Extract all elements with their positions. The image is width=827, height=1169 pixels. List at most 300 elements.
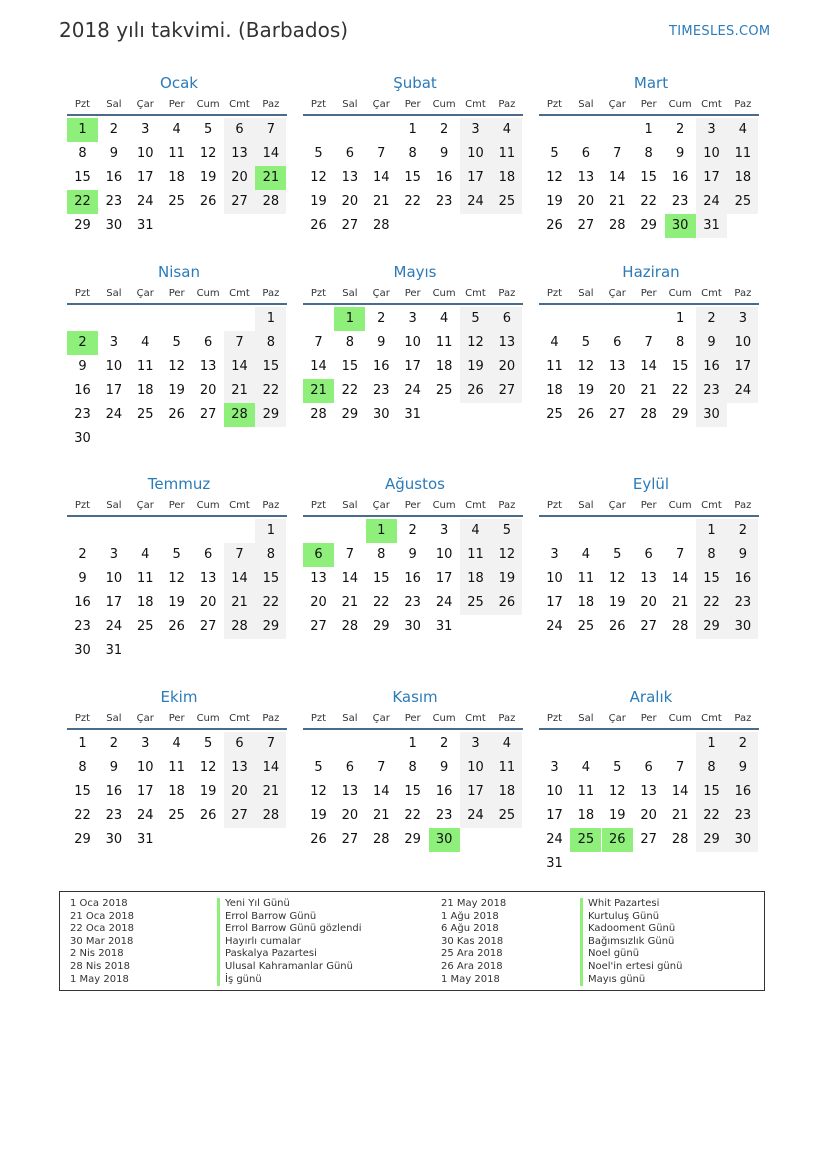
day-cell: 8 bbox=[255, 331, 286, 355]
day-cell: 25 bbox=[727, 190, 758, 214]
day-cell: 24 bbox=[727, 379, 758, 403]
weekday-header: Sal bbox=[106, 288, 122, 299]
day-cell: 4 bbox=[550, 335, 559, 350]
day-cell: 17 bbox=[460, 166, 491, 190]
day-cell: 2 bbox=[675, 122, 685, 137]
day-cell: 9 bbox=[78, 571, 87, 586]
day-cell: 14 bbox=[373, 170, 390, 185]
weekday-header: Çar bbox=[136, 500, 154, 511]
legend-date: 1 May 2018 bbox=[70, 973, 129, 985]
day-cell: 30 bbox=[105, 218, 123, 233]
day-cell: 26 bbox=[546, 218, 563, 233]
day-cell: 17 bbox=[105, 383, 123, 398]
day-cell: 6 bbox=[303, 543, 334, 567]
day-cell: 24 bbox=[546, 619, 563, 634]
weekday-header: Per bbox=[404, 713, 421, 724]
day-cell: 26 bbox=[310, 832, 327, 847]
day-cell: 21 bbox=[255, 780, 286, 804]
weekday-header: Per bbox=[404, 500, 421, 511]
weekday-header: Cmt bbox=[701, 99, 722, 110]
day-cell: 12 bbox=[168, 359, 185, 374]
day-cell: 27 bbox=[640, 619, 657, 634]
day-cell: 23 bbox=[105, 194, 123, 209]
day-cell: 9 bbox=[377, 335, 386, 350]
day-cell: 8 bbox=[408, 760, 417, 775]
day-cell: 2 bbox=[727, 519, 758, 543]
day-cell: 29 bbox=[255, 403, 286, 427]
day-cell: 11 bbox=[577, 571, 595, 586]
day-cell: 6 bbox=[491, 307, 522, 331]
day-cell: 20 bbox=[224, 166, 255, 190]
month-name: Ocak bbox=[160, 74, 198, 92]
weekday-header: Çar bbox=[372, 99, 390, 110]
weekday-header: Per bbox=[640, 99, 657, 110]
day-cell: 19 bbox=[460, 355, 491, 379]
weekday-header: Pzt bbox=[74, 288, 91, 299]
day-cell: 31 bbox=[105, 643, 123, 658]
day-cell: 9 bbox=[696, 331, 727, 355]
month-name: Şubat bbox=[393, 74, 437, 92]
day-cell: 10 bbox=[546, 571, 563, 586]
day-cell: 15 bbox=[74, 170, 91, 185]
legend-dates-col-2 bbox=[441, 898, 506, 986]
day-cell: 13 bbox=[491, 331, 522, 355]
day-cell: 1 bbox=[696, 732, 727, 756]
day-cell: 31 bbox=[404, 407, 421, 422]
day-cell: 13 bbox=[609, 359, 626, 374]
month-block bbox=[67, 686, 291, 876]
day-cell: 22 bbox=[341, 383, 359, 398]
day-cell: 15 bbox=[696, 567, 727, 591]
day-cell: 3 bbox=[460, 732, 491, 756]
day-cell: 12 bbox=[577, 359, 595, 374]
weekday-header: Pzt bbox=[310, 99, 327, 110]
day-cell: 18 bbox=[435, 359, 453, 374]
day-cell: 31 bbox=[137, 832, 154, 847]
weekday-header: Pzt bbox=[74, 500, 91, 511]
day-cell: 1 bbox=[366, 519, 397, 543]
day-cell: 18 bbox=[168, 170, 185, 185]
day-cell: 22 bbox=[255, 591, 286, 615]
header-divider bbox=[67, 728, 287, 730]
day-cell: 12 bbox=[310, 170, 327, 185]
day-cell: 26 bbox=[199, 194, 217, 209]
day-cell: 19 bbox=[168, 595, 185, 610]
month-name: Mayıs bbox=[393, 263, 437, 281]
day-cell: 27 bbox=[224, 804, 255, 828]
day-cell: 3 bbox=[141, 122, 150, 137]
day-cell: 17 bbox=[404, 359, 421, 374]
day-cell: 2 bbox=[109, 736, 119, 751]
day-cell: 18 bbox=[491, 166, 522, 190]
day-cell: 5 bbox=[581, 335, 591, 350]
legend-date: 25 Ara 2018 bbox=[441, 948, 503, 960]
day-cell: 2 bbox=[696, 307, 727, 331]
day-cell: 25 bbox=[491, 190, 522, 214]
weekday-header: Pzt bbox=[310, 500, 327, 511]
day-cell: 8 bbox=[644, 146, 653, 161]
day-cell: 1 bbox=[67, 118, 98, 142]
weekday-header: Sal bbox=[342, 500, 358, 511]
day-cell: 2 bbox=[109, 122, 119, 137]
day-cell: 13 bbox=[199, 571, 217, 586]
day-cell: 22 bbox=[74, 808, 91, 823]
day-cell: 29 bbox=[74, 832, 91, 847]
day-cell: 6 bbox=[613, 335, 622, 350]
month-block bbox=[303, 473, 527, 663]
day-cell: 3 bbox=[109, 335, 119, 350]
day-cell: 31 bbox=[546, 856, 563, 871]
day-cell: 5 bbox=[203, 122, 213, 137]
weekday-header: Cum bbox=[432, 99, 456, 110]
day-cell: 6 bbox=[224, 732, 255, 756]
day-cell: 27 bbox=[577, 218, 595, 233]
day-cell: 16 bbox=[727, 567, 758, 591]
day-cell: 20 bbox=[491, 355, 522, 379]
day-cell: 8 bbox=[675, 335, 685, 350]
header-divider bbox=[303, 728, 523, 730]
day-cell: 23 bbox=[74, 407, 91, 422]
day-cell: 24 bbox=[105, 407, 123, 422]
weekday-header: Cmt bbox=[465, 500, 486, 511]
day-cell: 20 bbox=[640, 595, 657, 610]
day-cell: 14 bbox=[310, 359, 327, 374]
weekday-header: Cum bbox=[668, 99, 692, 110]
day-cell: 6 bbox=[224, 118, 255, 142]
day-cell: 23 bbox=[696, 379, 727, 403]
day-cell: 1 bbox=[255, 307, 286, 331]
day-cell: 21 bbox=[671, 808, 689, 823]
day-cell: 28 bbox=[671, 619, 689, 634]
day-cell: 3 bbox=[408, 311, 417, 326]
day-cell: 26 bbox=[609, 619, 626, 634]
day-cell: 11 bbox=[168, 760, 185, 775]
weekday-header: Sal bbox=[106, 500, 122, 511]
weekday-header: Sal bbox=[106, 713, 122, 724]
day-cell: 31 bbox=[137, 218, 154, 233]
day-cell: 21 bbox=[255, 166, 286, 190]
day-cell: 14 bbox=[671, 784, 689, 799]
day-cell: 25 bbox=[460, 591, 491, 615]
day-cell: 25 bbox=[570, 828, 601, 852]
day-cell: 15 bbox=[341, 359, 359, 374]
day-cell: 26 bbox=[168, 407, 185, 422]
day-cell: 29 bbox=[640, 218, 657, 233]
weekday-header: Sal bbox=[578, 99, 594, 110]
weekday-header: Paz bbox=[734, 288, 752, 299]
day-cell: 16 bbox=[727, 780, 758, 804]
day-cell: 7 bbox=[675, 547, 685, 562]
day-cell: 14 bbox=[640, 359, 657, 374]
day-cell: 28 bbox=[609, 218, 626, 233]
day-cell: 28 bbox=[373, 832, 390, 847]
day-cell: 17 bbox=[696, 166, 727, 190]
day-cell: 27 bbox=[199, 619, 217, 634]
weekday-header: Cmt bbox=[701, 500, 722, 511]
weekday-header: Paz bbox=[262, 500, 280, 511]
day-cell: 6 bbox=[644, 547, 653, 562]
weekday-header: Per bbox=[168, 500, 185, 511]
day-cell: 3 bbox=[460, 118, 491, 142]
day-cell: 18 bbox=[546, 383, 563, 398]
day-cell: 25 bbox=[435, 383, 453, 398]
weekday-header: Cmt bbox=[465, 99, 486, 110]
day-cell: 8 bbox=[408, 146, 417, 161]
day-cell: 4 bbox=[172, 122, 181, 137]
day-cell: 15 bbox=[640, 170, 657, 185]
day-cell: 12 bbox=[546, 170, 563, 185]
weekday-header: Per bbox=[168, 99, 185, 110]
day-cell: 7 bbox=[644, 335, 653, 350]
legend-date: 21 May 2018 bbox=[441, 898, 507, 909]
day-cell: 22 bbox=[696, 591, 727, 615]
day-cell: 23 bbox=[373, 383, 390, 398]
month-block bbox=[67, 72, 291, 262]
weekday-header: Cum bbox=[196, 288, 220, 299]
day-cell: 22 bbox=[67, 190, 98, 214]
day-cell: 5 bbox=[203, 736, 213, 751]
legend-date: 30 Kas 2018 bbox=[441, 935, 504, 947]
day-cell: 7 bbox=[377, 760, 386, 775]
day-cell: 27 bbox=[341, 218, 359, 233]
day-cell: 23 bbox=[435, 808, 453, 823]
day-cell: 4 bbox=[141, 547, 150, 562]
day-cell: 24 bbox=[137, 194, 154, 209]
day-cell: 23 bbox=[727, 804, 758, 828]
day-cell: 24 bbox=[460, 190, 491, 214]
weekday-header: Per bbox=[404, 288, 421, 299]
weekday-header: Paz bbox=[262, 99, 280, 110]
weekday-header: Cum bbox=[196, 713, 220, 724]
day-cell: 23 bbox=[727, 591, 758, 615]
day-cell: 5 bbox=[314, 146, 323, 161]
month-block bbox=[303, 72, 527, 262]
day-cell: 30 bbox=[105, 832, 123, 847]
month-name: Temmuz bbox=[147, 475, 211, 493]
day-cell: 17 bbox=[727, 355, 758, 379]
weekday-header: Paz bbox=[498, 713, 516, 724]
day-cell: 4 bbox=[491, 118, 522, 142]
day-cell: 4 bbox=[581, 760, 591, 775]
day-cell: 11 bbox=[546, 359, 563, 374]
weekday-header: Cmt bbox=[229, 500, 250, 511]
brand-link[interactable]: TIMESLES.COM bbox=[669, 24, 771, 39]
day-cell: 29 bbox=[696, 828, 727, 852]
day-cell: 16 bbox=[105, 170, 123, 185]
weekday-header: Pzt bbox=[546, 288, 563, 299]
legend-date: 30 Mar 2018 bbox=[70, 935, 134, 947]
day-cell: 26 bbox=[460, 379, 491, 403]
day-cell: 30 bbox=[74, 643, 91, 658]
month-name: Eylül bbox=[632, 475, 670, 493]
month-block bbox=[539, 686, 763, 876]
day-cell: 4 bbox=[141, 335, 150, 350]
day-cell: 18 bbox=[137, 383, 154, 398]
day-cell: 15 bbox=[74, 784, 91, 799]
day-cell: 4 bbox=[581, 547, 591, 562]
day-cell: 30 bbox=[429, 828, 460, 852]
day-cell: 16 bbox=[74, 595, 91, 610]
day-cell: 2 bbox=[439, 122, 449, 137]
day-cell: 14 bbox=[255, 142, 286, 166]
day-cell: 2 bbox=[78, 547, 87, 562]
month-block bbox=[539, 473, 763, 663]
day-cell: 9 bbox=[727, 756, 758, 780]
day-cell: 2 bbox=[377, 311, 386, 326]
legend-holiday-name: Noel'in ertesi günü bbox=[588, 960, 683, 972]
weekday-header: Çar bbox=[608, 288, 626, 299]
header-divider bbox=[303, 515, 523, 517]
month-name: Aralık bbox=[629, 688, 673, 706]
weekday-header: Sal bbox=[578, 713, 594, 724]
day-cell: 17 bbox=[546, 808, 563, 823]
month-name: Nisan bbox=[158, 263, 200, 281]
day-cell: 17 bbox=[460, 780, 491, 804]
day-cell: 18 bbox=[727, 166, 758, 190]
day-cell: 30 bbox=[727, 828, 758, 852]
day-cell: 13 bbox=[310, 571, 327, 586]
day-cell: 30 bbox=[727, 615, 758, 639]
day-cell: 6 bbox=[644, 760, 653, 775]
day-cell: 6 bbox=[203, 335, 213, 350]
day-cell: 21 bbox=[671, 595, 689, 610]
day-cell: 23 bbox=[74, 619, 91, 634]
legend-date: 28 Nis 2018 bbox=[70, 960, 130, 972]
day-cell: 25 bbox=[491, 804, 522, 828]
day-cell: 12 bbox=[460, 331, 491, 355]
day-cell: 29 bbox=[74, 218, 91, 233]
day-cell: 20 bbox=[341, 808, 359, 823]
day-cell: 1 bbox=[408, 736, 417, 751]
day-cell: 2 bbox=[727, 732, 758, 756]
day-cell: 1 bbox=[408, 122, 417, 137]
day-cell: 16 bbox=[404, 571, 421, 586]
day-cell: 13 bbox=[341, 784, 359, 799]
day-cell: 10 bbox=[546, 784, 563, 799]
legend-holiday-name: Yeni Yıl Günü bbox=[225, 898, 290, 909]
day-cell: 24 bbox=[404, 383, 421, 398]
day-cell: 28 bbox=[224, 403, 255, 427]
weekday-header: Sal bbox=[578, 500, 594, 511]
day-cell: 20 bbox=[224, 780, 255, 804]
page-title: 2018 yılı takvimi. (Barbados) bbox=[59, 18, 349, 42]
day-cell: 22 bbox=[255, 379, 286, 403]
weekday-header: Sal bbox=[578, 288, 594, 299]
day-cell: 21 bbox=[303, 379, 334, 403]
day-cell: 4 bbox=[439, 311, 449, 326]
day-cell: 26 bbox=[577, 407, 595, 422]
day-cell: 17 bbox=[546, 595, 563, 610]
day-cell: 11 bbox=[460, 543, 491, 567]
day-cell: 16 bbox=[435, 170, 453, 185]
legend-holiday-name: Errol Barrow Günü bbox=[225, 910, 317, 922]
day-cell: 10 bbox=[137, 760, 154, 775]
legend-holiday-name: Ulusal Kahramanlar Günü bbox=[225, 960, 353, 972]
legend-date: 21 Oca 2018 bbox=[70, 910, 135, 922]
day-cell: 10 bbox=[460, 756, 491, 780]
weekday-header: Per bbox=[404, 99, 421, 110]
day-cell: 15 bbox=[696, 780, 727, 804]
day-cell: 14 bbox=[609, 170, 626, 185]
day-cell: 7 bbox=[345, 547, 355, 562]
legend-holiday-name: İş günü bbox=[225, 973, 262, 985]
day-cell: 4 bbox=[460, 519, 491, 543]
month-name: Ağustos bbox=[385, 475, 445, 493]
day-cell: 5 bbox=[172, 547, 181, 562]
day-cell: 3 bbox=[141, 736, 150, 751]
day-cell: 5 bbox=[613, 760, 622, 775]
day-cell: 16 bbox=[696, 355, 727, 379]
day-cell: 16 bbox=[74, 383, 91, 398]
weekday-header: Per bbox=[640, 288, 657, 299]
day-cell: 3 bbox=[109, 547, 119, 562]
day-cell: 8 bbox=[696, 756, 727, 780]
header-divider bbox=[67, 515, 287, 517]
day-cell: 14 bbox=[224, 567, 255, 591]
day-cell: 8 bbox=[78, 146, 87, 161]
day-cell: 30 bbox=[74, 431, 91, 446]
day-cell: 13 bbox=[640, 571, 657, 586]
day-cell: 11 bbox=[491, 142, 522, 166]
day-cell: 29 bbox=[341, 407, 359, 422]
legend-date: 6 Ağu 2018 bbox=[441, 923, 499, 935]
weekday-header: Paz bbox=[262, 713, 280, 724]
day-cell: 1 bbox=[644, 122, 653, 137]
weekday-header: Paz bbox=[498, 288, 516, 299]
month-name: Ekim bbox=[160, 688, 198, 706]
day-cell: 7 bbox=[314, 335, 323, 350]
day-cell: 4 bbox=[727, 118, 758, 142]
day-cell: 20 bbox=[341, 194, 359, 209]
day-cell: 25 bbox=[168, 194, 185, 209]
day-cell: 21 bbox=[609, 194, 626, 209]
day-cell: 17 bbox=[137, 170, 154, 185]
day-cell: 31 bbox=[435, 619, 453, 634]
weekday-header: Pzt bbox=[546, 99, 563, 110]
day-cell: 31 bbox=[696, 214, 727, 238]
day-cell: 3 bbox=[696, 118, 727, 142]
header-divider bbox=[67, 303, 287, 305]
day-cell: 20 bbox=[199, 383, 217, 398]
day-cell: 17 bbox=[137, 784, 154, 799]
day-cell: 19 bbox=[609, 808, 626, 823]
day-cell: 15 bbox=[404, 784, 421, 799]
day-cell: 26 bbox=[199, 808, 217, 823]
day-cell: 27 bbox=[310, 619, 327, 634]
day-cell: 1 bbox=[675, 311, 685, 326]
day-cell: 18 bbox=[577, 595, 595, 610]
day-cell: 15 bbox=[404, 170, 421, 185]
day-cell: 14 bbox=[373, 784, 390, 799]
day-cell: 7 bbox=[613, 146, 622, 161]
weekday-header: Cum bbox=[196, 99, 220, 110]
legend-date: 2 Nis 2018 bbox=[70, 948, 124, 960]
day-cell: 13 bbox=[224, 142, 255, 166]
day-cell: 11 bbox=[577, 784, 595, 799]
day-cell: 7 bbox=[255, 732, 286, 756]
day-cell: 13 bbox=[341, 170, 359, 185]
day-cell: 3 bbox=[550, 760, 559, 775]
legend-dates-col-1 bbox=[70, 898, 134, 986]
legend-date: 1 Oca 2018 bbox=[70, 898, 128, 909]
day-cell: 27 bbox=[640, 832, 657, 847]
day-cell: 22 bbox=[373, 595, 390, 610]
day-cell: 12 bbox=[609, 784, 626, 799]
day-cell: 1 bbox=[696, 519, 727, 543]
day-cell: 6 bbox=[345, 760, 355, 775]
day-cell: 20 bbox=[577, 194, 595, 209]
day-cell: 9 bbox=[109, 146, 119, 161]
